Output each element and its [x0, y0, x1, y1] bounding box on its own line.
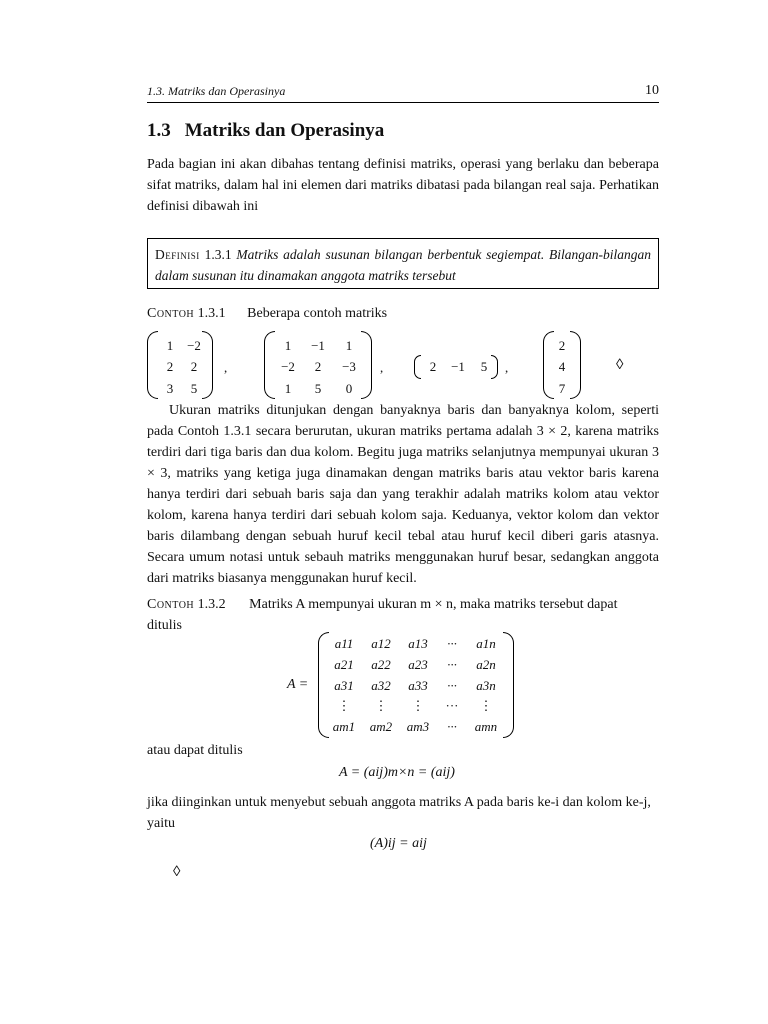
- matrix-entry: a22: [371, 657, 391, 672]
- end-of-example-diamond-icon: ◊: [616, 357, 624, 373]
- element-notation-text-continued: yaitu: [147, 816, 175, 831]
- definition-number: 1.3.1: [204, 247, 232, 262]
- matrix-entry: a13: [408, 636, 428, 651]
- matrix-cell: 2: [429, 359, 437, 374]
- element-notation-text: jika diinginkan untuk menyebut sebuah anggota matriks A pada baris ke-i dan kolom ke-j,: [147, 795, 651, 810]
- running-header: 1.3. Matriks dan Operasinya: [147, 84, 286, 98]
- section-number: 1.3: [147, 120, 171, 141]
- intro-text: Pada bagian ini akan dibahas tentang definisi matriks, operasi yang berlaku dan beberapa sifat matriks, dalam hal ini elemen dari matriks dibatasi pada bilangan real saja. Perhatikan definisi dibawah ini: [147, 157, 659, 214]
- matrix-cell: 1: [284, 338, 292, 353]
- example-1-heading: [147, 306, 387, 322]
- vertical-dots: ⋮: [337, 698, 351, 713]
- separator-comma: ,: [380, 360, 384, 375]
- matrix-cell: 4: [558, 359, 566, 374]
- matrix-cell: −3: [342, 359, 356, 374]
- matrix-entry: ···: [447, 678, 457, 693]
- matrix-3x3: [264, 331, 372, 399]
- matrix-entry: a12: [371, 636, 391, 651]
- matrix-entry: a33: [408, 678, 428, 693]
- matrix-cell: 7: [558, 381, 566, 396]
- page-number: 10: [645, 83, 659, 98]
- definition-content: [155, 244, 651, 286]
- matrix-cell: 1: [284, 381, 292, 396]
- vertical-dots: ⋮: [411, 698, 425, 713]
- matrix-cell: 1: [345, 338, 353, 353]
- example-1-number: 1.3.1: [197, 306, 226, 321]
- size-explanation-text: Ukuran matriks ditunjukan dengan banyaknya baris dan banyaknya kolom, seperti pada Contoh 1.3.1 secara berurutan, ukuran matriks pertama adalah 3 × 2, karena matriks terdiri dari tiga baris dan dua kolom. Begitu juga matriks selanjutnya mempunyai ukuran 3 × 3, matriks yang ketiga juga dinamakan dengan matriks baris atau vektor baris karena hanya terdiri dari sebuah baris saja dan yang terakhir adalah matriks kolom atau vektor kolom, karena hanya terdiri dari sebuah kolom saja. Keduanya, vektor kolom dan vektor baris dilambang dengan sebuah huruf kecil tebal atau huruf kecil diberi garis atasnya. Secara umum notasi untuk sebauh matriks menggunakan huruf besar, sedangkan anggota dari matriks biasanya menggunakan huruf kecil.: [147, 403, 659, 586]
- matrix-entry: a32: [371, 678, 391, 693]
- matrix-entry: a31: [334, 678, 354, 693]
- matrix-cell: 1: [166, 338, 174, 353]
- definition-text: Matriks adalah susunan bilangan berbentuk segiempat. Bilangan-bilangan dalam susunan itu dinamakan anggota matriks tersebut: [155, 247, 652, 283]
- matrix-3x2: [147, 331, 213, 399]
- matrix-entry: am1: [332, 719, 356, 734]
- matrix-cell: 5: [480, 359, 488, 374]
- matrix-cell: −1: [451, 359, 465, 374]
- example-1-label: Contoh: [147, 306, 195, 321]
- matrix-entry: a21: [334, 657, 354, 672]
- example-2-number: 1.3.2: [197, 597, 226, 612]
- vertical-dots: ⋮: [479, 698, 493, 713]
- matrix-cell: −2: [187, 338, 201, 353]
- header-rule: [147, 102, 659, 103]
- matrix-cell: −1: [311, 338, 325, 353]
- matrix-entry: a11: [334, 636, 354, 651]
- matrix-entry: ···: [447, 657, 457, 672]
- matrix-cell: 2: [314, 359, 322, 374]
- matrix-entry: a23: [408, 657, 428, 672]
- section-title: Matriks dan Operasinya: [184, 120, 385, 141]
- matrix-cell: 5: [190, 381, 198, 396]
- matrix-lhs: A =: [287, 677, 309, 692]
- row-vector-matrix: [414, 355, 498, 379]
- size-explanation-paragraph: [147, 400, 659, 589]
- separator-comma: ,: [224, 360, 228, 375]
- matrix-entry: ···: [447, 636, 457, 651]
- example-1-text: Beberapa contoh matriks: [247, 306, 388, 321]
- matrix-cell: 0: [345, 381, 353, 396]
- section-heading: [147, 120, 384, 142]
- matrix-cell: 2: [166, 359, 174, 374]
- general-matrix: [318, 632, 514, 738]
- matrix-entry: am2: [369, 719, 393, 734]
- intro-paragraph: [147, 154, 659, 217]
- matrix-cell: 5: [314, 381, 322, 396]
- matrix-cell: −2: [281, 359, 295, 374]
- matrix-entry: ···: [447, 719, 457, 734]
- example-2-text-continued: ditulis: [147, 618, 183, 633]
- column-vector-matrix: [543, 331, 581, 399]
- element-formula: (A)ij = aij: [370, 836, 427, 851]
- example-2-text: Matriks A mempunyai ukuran m × n, maka matriks tersebut dapat: [249, 597, 618, 612]
- example-2-heading: [147, 597, 659, 613]
- matrix-cell: 3: [166, 381, 174, 396]
- definition-label: Definisi: [155, 247, 200, 262]
- compact-matrix-formula: A = (aij)m×n = (aij): [339, 765, 455, 780]
- matrix-entry: am3: [406, 719, 430, 734]
- matrix-cell: 2: [190, 359, 198, 374]
- matrix-entry: amn: [474, 719, 498, 734]
- matrix-entry: a3n: [476, 678, 496, 693]
- example-2-label: Contoh: [147, 597, 195, 612]
- end-of-example-diamond-icon: ◊: [173, 864, 181, 880]
- separator-comma: ,: [505, 360, 509, 375]
- horizontal-dots: ···: [445, 698, 459, 713]
- vertical-dots: ⋮: [374, 698, 388, 713]
- definition-box: [147, 238, 659, 289]
- matrix-entry: a1n: [476, 636, 496, 651]
- matrix-entry: a2n: [476, 657, 496, 672]
- alternative-notation-text: atau dapat ditulis: [147, 743, 243, 758]
- matrix-cell: 2: [558, 338, 566, 353]
